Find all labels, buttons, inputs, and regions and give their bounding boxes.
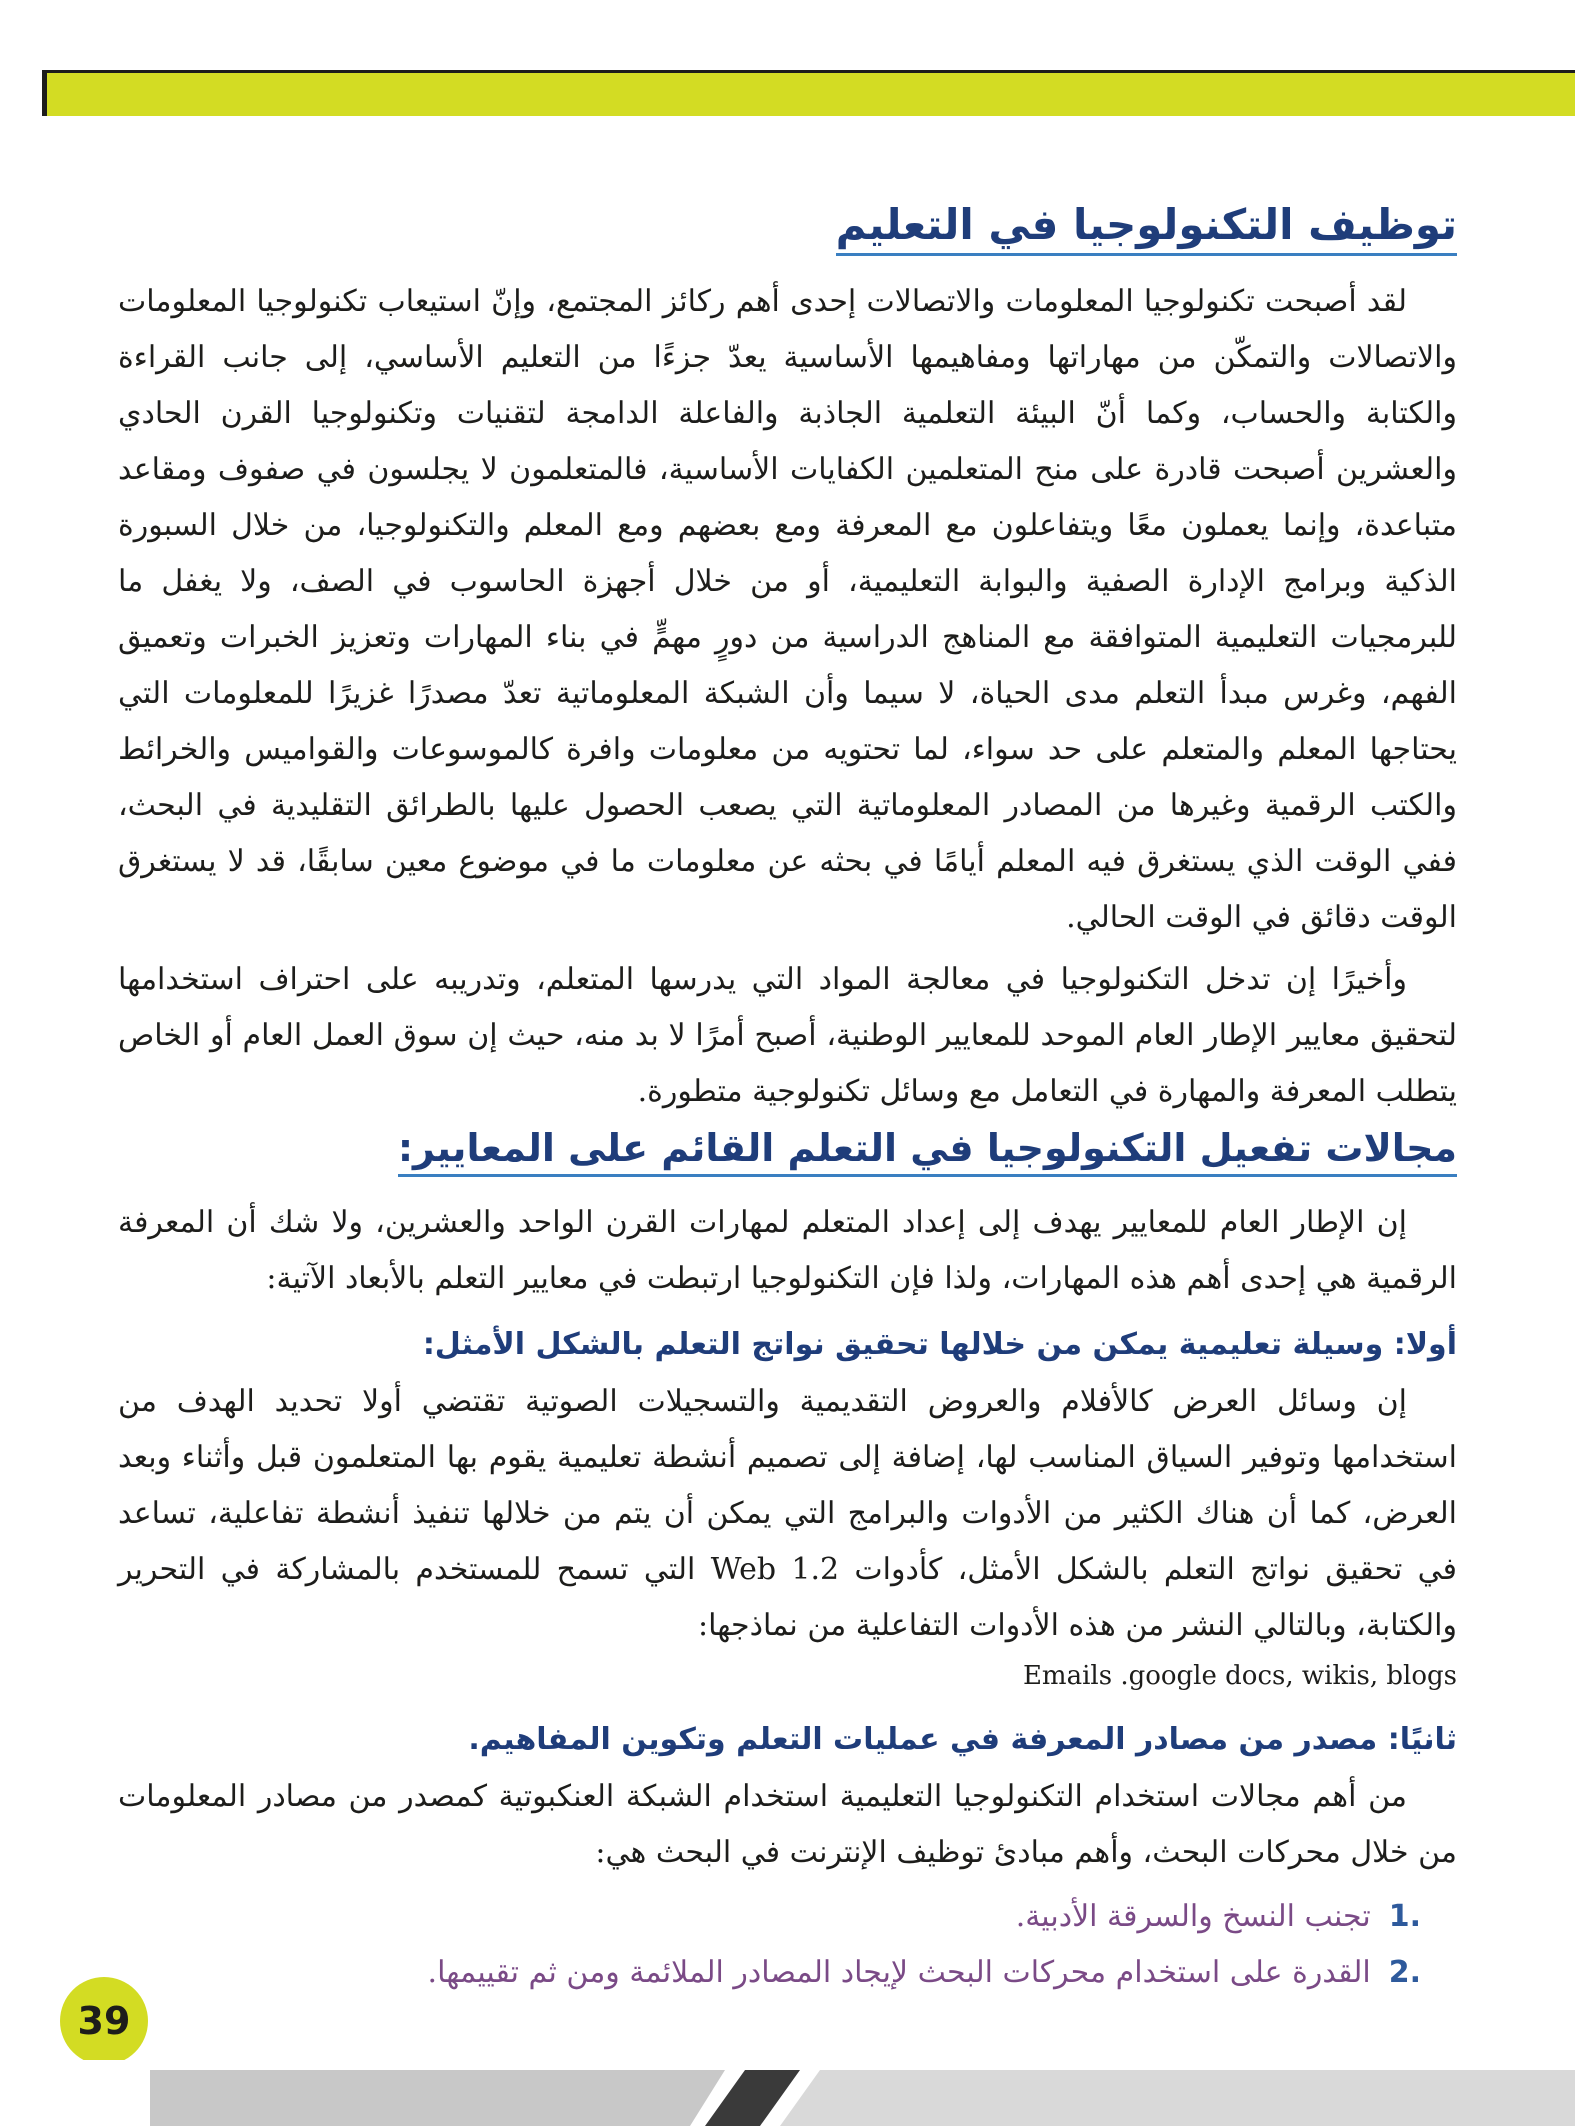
footer-gray-band: [150, 2070, 725, 2126]
principles-list: [118, 1889, 1457, 2001]
paragraph-tools: إن وسائل العرض كالأفلام والعروض التقديمية والتسجيلات الصوتية تقتضي أولا تحديد الهدف من استخدامها وتوفير السياق المناسب لها، إضافة إلى تصميم أنشطة تعليمية يقوم بها المتعلمون قبل وأثناء وبعد العرض، كما أن هناك الكثير من الأدوات والبرامج التي يمكن أن يتم من خلالها تنفيذ أنشطة تفاعلية، تساعد في تحقيق نواتج التعلم بالشكل الأمثل، كأدوات Web 1.2 التي تسمح للمستخدم بالمشاركة في التحرير والكتابة، وبالتالي النشر من هذه الأدوات التفاعلية من نماذجها:: [118, 1384, 1457, 1643]
list-item: [118, 1945, 1421, 2001]
page-content: [118, 190, 1457, 2001]
list-item: [118, 1889, 1421, 1945]
list-number: 1.: [1388, 1899, 1421, 1934]
paragraph-intro: لقد أصبحت تكنولوجيا المعلومات والاتصالات إحدى أهم ركائز المجتمع، وإنّ استيعاب تكنولوجيا المعلومات والاتصالات والتمكّن من مهاراتها ومفاهيمها الأساسية يعدّ جزءًا من التعليم الأساسي، إلى جانب القراءة والكتابة والحساب، وكما أنّ البيئة التعلمية الجاذبة والفاعلة الدامجة لتقنيات وتكنولوجيا القرن الحادي والعشرين أصبحت قادرة على منح المتعلمين الكفايات الأساسية، فالمتعلمون لا يجلسون في صفوف ومقاعد متباعدة، وإنما يعملون معًا ويتفاعلون مع المعرفة ومع بعضهم ومع المعلم والتكنولوجيا، من خلال السبورة الذكية وبرامج الإدارة الصفية والبوابة التعليمية، أو من خلال أجهزة الحاسوب في الصف، ولا يغفل ما للبرمجيات التعليمية المتوافقة مع المناهج الدراسية من دورٍ مهمٍّ في بناء المهارات وتعزيز الخبرات وتعميق الفهم، وغرس مبدأ التعلم مدى الحياة، لا سيما وأن الشبكة المعلوماتية تعدّ مصدرًا غزيرًا للمعلومات التي يحتاجها المعلم والمتعلم على حد سواء، لما تحتويه من معلومات وافرة كالموسوعات والقواميس والخرائط والكتب الرقمية وغيرها من المصادر المعلوماتية التي يصعب الحصول عليها بالطرائق التقليدية في البحث، ففي الوقت الذي يستغرق فيه المعلم أيامًا في بحثه عن معلومات ما في موضوع معين سابقًا، قد لا يستغرق الوقت دقائق في الوقت الحالي.: [118, 284, 1457, 935]
paragraph-conclusion: وأخيرًا إن تدخل التكنولوجيا في معالجة المواد التي يدرسها المتعلم، وتدريبه على احتراف استخدامها لتحقيق معايير الإطار العام الموحد للمعايير الوطنية، أصبح أمرًا لا بد منه، حيث إن سوق العمل العام أو الخاص يتطلب المعرفة والمهارة في التعامل مع وسائل تكنولوجية متطورة.: [118, 962, 1457, 1109]
footer-light-band: [780, 2070, 1575, 2126]
footer-decoration: [0, 2060, 1575, 2126]
section-title: توظيف التكنولوجيا في التعليم: [836, 200, 1457, 256]
point-one-heading: أولا: وسيلة تعليمية يمكن من خلالها تحقيق نواتج التعلم بالشكل الأمثل:: [422, 1327, 1457, 1362]
paragraph-internet: من أهم مجالات استخدام التكنولوجيا التعليمية استخدام الشبكة العنكبوتية كمصدر من مصادر المعلومات من خلال محركات البحث، وأهم مبادئ توظيف الإنترنت في البحث هي:: [118, 1779, 1457, 1870]
point-two-heading: ثانيًا: مصدر من مصادر المعرفة في عمليات التعلم وتكوين المفاهيم.: [468, 1722, 1457, 1757]
paragraph-framework: إن الإطار العام للمعايير يهدف إلى إعداد المتعلم لمهارات القرن الواحد والعشرين، ولا شك أن المعرفة الرقمية هي إحدى أهم هذه المهارات، ولذا فإن التكنولوجيا ارتبطت في معايير التعلم بالأبعاد الآتية:: [118, 1205, 1457, 1296]
subsection-title: مجالات تفعيل التكنولوجيا في التعلم القائم على المعايير:: [398, 1126, 1457, 1177]
tools-examples: Emails .google docs, wikis, blogs: [1022, 1661, 1457, 1691]
top-color-band: [42, 70, 1575, 116]
list-number: 2.: [1388, 1955, 1421, 1990]
list-text: القدرة على استخدام محركات البحث لإيجاد المصادر الملائمة ومن ثم تقييمها.: [427, 1955, 1371, 1990]
list-text: تجنب النسخ والسرقة الأدبية.: [1015, 1899, 1371, 1934]
page-number: 39: [60, 1977, 148, 2065]
